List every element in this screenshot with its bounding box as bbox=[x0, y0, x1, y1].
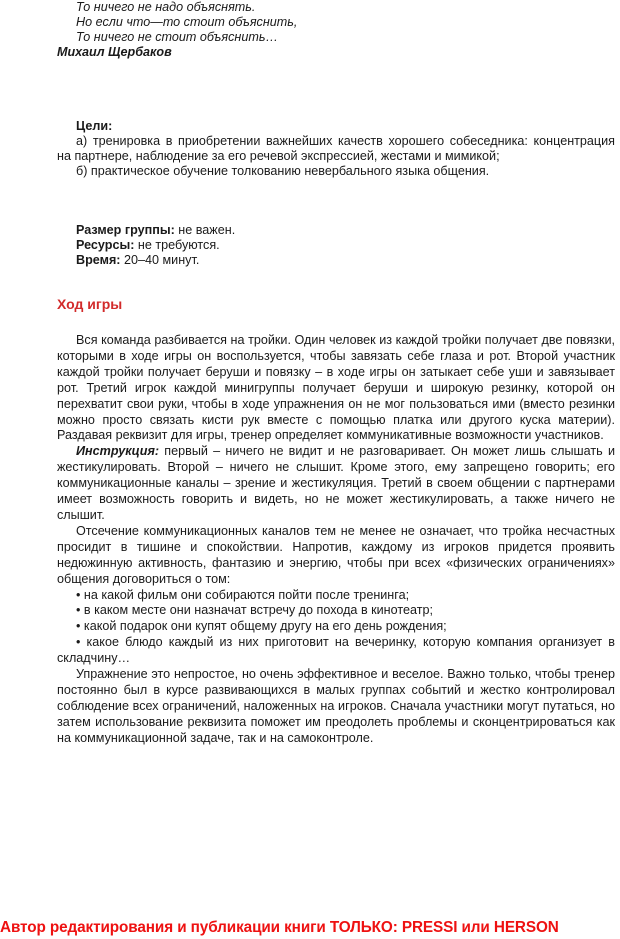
section-body bbox=[57, 333, 615, 747]
instruction-label: Инструкция: bbox=[76, 444, 160, 459]
bullet-item: • в каком месте они назначат встречу до похода в кинотеатр; bbox=[76, 603, 433, 618]
epigraph-line: То ничего не надо объяснять. bbox=[76, 0, 256, 14]
paragraph: Отсечение коммуникационных каналов тем не менее не означает, что тройка несчастных просидит в тишине и спокойствии. Напротив, каждому из игроков придется проявить недюжинную активность, фантазию и энергию, чтобы при всех «физических ограничениях» общения договориться о том: bbox=[57, 523, 615, 586]
footer-notice: Автор редактирования и публикации книги ТОЛЬКО: PRESSI или HERSON bbox=[0, 919, 559, 936]
epigraph bbox=[57, 0, 615, 60]
resources: Ресурсы: не требуются. bbox=[76, 238, 220, 253]
epigraph-line: Но если что—то стоит объяснить, bbox=[76, 15, 298, 30]
paragraph: Упражнение это непростое, но очень эффективное и веселое. Важно только, чтобы тренер постоянно был в курсе развивающихся в малых группах событий и жестко контролировал соблюдение всех ограничений, наложенных на игроков. Сначала участники могут путаться, но затем использование реквизита поможет им преодолеть проблемы и сконцентрироваться как на коммуникационной задаче, так и на самоконтроле. bbox=[57, 667, 615, 745]
game-meta bbox=[57, 223, 615, 268]
goals-section bbox=[57, 119, 615, 179]
bullet-item: • на какой фильм они собираются пойти после тренинга; bbox=[76, 587, 410, 602]
epigraph-author: Михаил Щербаков bbox=[57, 45, 172, 60]
section-heading: Ход игры bbox=[57, 296, 123, 312]
goals-label: Цели: bbox=[76, 119, 113, 133]
bullet-item: • какое блюдо каждый из них приготовит на вечеринку, которую компания организует в складчину… bbox=[57, 635, 615, 666]
time: Время: 20–40 минут. bbox=[76, 253, 200, 268]
paragraph-instruction: Инструкция: первый – ничего не видит и не разговаривает. Он может лишь слышать и жестикулировать. Второй – ничего не слышит. Кроме этого, ему запрещено говорить; его коммуникационные каналы – зрение и жестикуляция. Третий в своем общении с партнерами имеет возможность говорить и видеть, но не может жестикулировать, а также ничего не слышит. bbox=[57, 444, 615, 522]
goal-item: б) практическое обучение толкованию невербального языка общения. bbox=[76, 164, 490, 179]
goal-item: а) тренировка в приобретении важнейших качеств хорошего собеседника: концентрация на партнере, наблюдение за его речевой экспрессией, жестами и мимикой; bbox=[57, 134, 615, 164]
epigraph-line: То ничего не стоит объяснить… bbox=[76, 30, 279, 45]
paragraph: Вся команда разбивается на тройки. Один человек из каждой тройки получает две повязки, которыми в ходе игры он воспользуется, чтобы завязать себе глаза и рот. Второй участник каждой тройки получает беруши и повязку – в ходе игры он затыкает себе уши и завязывает рот. Третий игрок каждой минигруппы получает беруши и широкую резинку, которой он перехватит свои руки, чтобы в ходе упражнения он не мог пользоваться ими (вместо резинки можно просто связать кисти рук вместе с помощью платка или другого куска материи). Раздавая реквизит для игры, тренер определяет коммуникативные возможности участников. bbox=[57, 333, 615, 443]
group-size: Размер группы: не важен. bbox=[76, 223, 236, 237]
bullet-item: • какой подарок они купят общему другу на его день рождения; bbox=[76, 619, 447, 634]
